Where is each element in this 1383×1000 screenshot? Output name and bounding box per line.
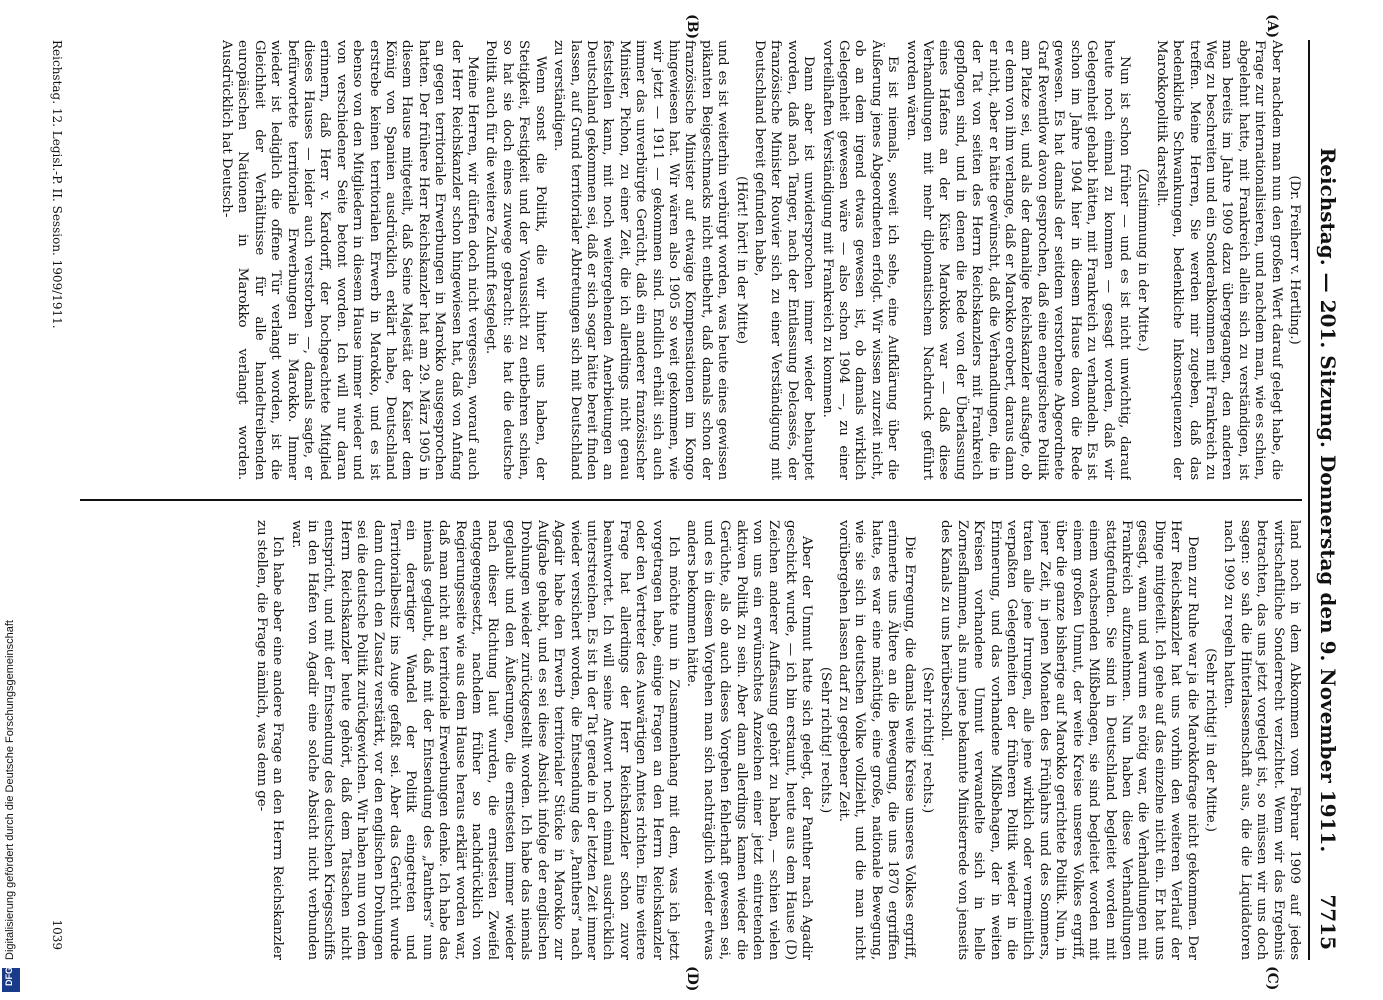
paragraph: Wenn sonst die Politik, die wir hinter uns haben, der Stetigkeit, Festigkeit und der Voraussicht zu entbehren schien, so hat sie doch eines zuwege gebracht: sie hat die deutsche Politik auch für die weitere Zukunft festgelegt. — [483, 40, 548, 480]
paragraph: und es ist weiterhin verbürgt worden, was heute eines gewissen pikanten Beigeschmacks nicht entbehrt, daß damals schon der französische Minister auf etwaige Kompensationen im Kongo hingewiesen hat. Wir wären also 1905 so weit gekommen, wie wir jetzt — 1911 — gekommen sind. Endlich erhält sich auch immer das unverbürgte Gerücht, daß ein anderer französischer Minister, Pichon, zu einer Zeit, die ich allerdings nicht genau feststellen kann, mit noch weitergehenden Anerbietungen an Deutschland gekommen sei, daß er sich sogar hätte bereit finden lassen, auf Grund territorialer Abtretungen sich mit Deutschland zu verständigen. — [551, 40, 731, 480]
paragraph: Ich habe aber eine andere Frage an den Herrn Reichskanzler zu stellen, die Frage nämlich, was denn ge- — [253, 520, 286, 960]
header-rule — [1308, 40, 1310, 960]
rotated-newspaper-page — [40, 14, 1340, 992]
footer-page-number: 1039 — [50, 919, 64, 950]
paragraph: Dann aber ist unwidersprochen immer wieder behauptet worden, daß nach Tanger, nach der Entlassung Delcassés, der französische Minister Rouvier sich zu einer Verständigung mit Deutschland bereit gefunden habe, — [752, 40, 817, 480]
left-column — [80, 40, 1302, 480]
margin-marker-b: (B) — [684, 14, 700, 40]
interjection: (Zustimmung in der Mitte.) — [1135, 168, 1151, 352]
footer-session-info: Reichstag. 12. Legisl.-P. II. Session. 1909/1911. — [50, 40, 64, 329]
paragraph: land noch in dem Abkommen vom Februar 1909 auf jedes wirtschaftliche Sonderrecht verzichtet. Wenn wir das Ergebnis betrachten, das uns jetzt vorgelegt ist, so müssen wir uns doch sagen: so sah die Hinterlassenschaft aus, die die Liquidatoren nach 1909 zu regeln hatten. — [1221, 520, 1302, 960]
dfg-logo-icon — [2, 968, 20, 992]
paragraph: Nun ist schon früher — und es ist nicht unwichtig, darauf heute noch einmal zu kommen — gesagt worden, daß wir Gelegenheit gehabt hätten, mit Frankreich zu verhandeln. Es ist schon im Jahre 1904 hier in diesem Hause davon die Rede gewesen. Es hat damals der seitdem verstorbene Abgeordnete Graf Reventlow davon gesprochen, daß eine energischere Politik am Platze sei, und als der damalige Reichskanzler aufsagte, ob er denn von ihm verlange, daß er Marokko erobert, daraus dann er nicht, aber er hätte gewünscht, daß die Verhandlungen, die in der Tat von seiten des Herrn Reichskanzlers mit Frankreich gepflogen sind, und in denen die Rede von der Überlassung eines Hafens an der Küste Marokkos war — daß diese Verhandlungen mit mehr diplomatischem Nachdruck geführt worden wären. — [903, 40, 1132, 480]
margin-marker-c: (C) — [1264, 966, 1280, 991]
paragraph: Meine Herren, wir dürfen doch nicht vergessen, worauf auch der Herr Reichskanzler schon hingewiesen hat, daß von Anfang an gegen territoriale Erwerbungen in Marokko ausgesprochen hatten. Der frühere Herr Reichskanzler hat am 29. März 1905 in diesem Hause mitgeteilt, daß Seine Majestät der Kaiser dem König von Spanien ausdrücklich erklärt habe, Deutschland erstrebe keinen territorialen Erwerb in Marokko, und es ist ebenso von den Mitgliedern in diesem Hause immer wieder und von verschiedener Seite betont worden. Ich will nur daran erinnern, daß Herr v. Kardorff, der hochgeachtete Mitglied dieses Hauses — leider auch verstorben —, damals sagte, er befürwortete territoriale Erwerbungen in Marokko. Immer wieder ist lediglich die offene Tür verlangt worden, ist die Gleichheit der Verhältnisse für alle handeltreibenden europäischen Nationen in Marokko verlangt worden. Ausdrücklich hat Deutsch- — [219, 40, 481, 480]
page-number: 7715 — [1316, 894, 1340, 950]
paragraph: Es ist niemals, soweit ich sehe, eine Aufklärung über die Äußerung jenes Abgeordneten erfolgt. Wir wissen zurzeit nicht, ob an dem irgend etwas gewesen ist, ob damals wirklich Gelegenheit gewesen wäre — also schon 1904 —, zu einer vorteilhaften Verständigung mit Frankreich zu kommen. — [819, 40, 901, 480]
interjection: (Hört! hört! in der Mitte) — [733, 175, 749, 345]
page-header — [1314, 40, 1340, 960]
credit-text: Digitalisierung gefördert durch die Deutsche Forschungsgemeinschaft — [4, 620, 16, 960]
margin-marker-a: (A) — [1264, 14, 1280, 39]
paragraph: Aber nachdem man nun den großen Wert darauf gelegt habe, die Frage zur internationalisieren, und nachdem man, wie es schien, abgelehnt hatte, mit Frankreich allein sich zu verständigen, ist man bereits im Jahre 1909 dazu übergegangen, den anderen Weg zu beschreiten und ein Sonderabkommen mit Frankreich zu treffen. Meine Herren, Sie werden mir zugeben, daß das bedenkliche Schwankungen, bedenkliche Inkonsequenzen der Marokkopolitik darstellt. — [1153, 40, 1284, 480]
digitization-credit — [2, 0, 22, 1000]
paragraph: Die Erregung, die damals weite Kreise unseres Volkes ergriff, erinnerte uns Ältere an die Bewegung, die uns 1870 ergriffen hatte, es war eine mächtige, eine große, nationale Bewegung, wie sie sich in deutschen Volke vollzieht, und die man nicht vorübergehen lassen darf zu gegebener Zeit. — [836, 520, 917, 960]
paragraph: Aber der Unmut hatte sich gelegt, der Panther nach Agadir geschickt wurde, — ich bin erstaunt, heute aus dem Hause (D) Zeichen anderer Auffassung gehört zu haben, — schien vielen von uns ein erwünschtes Anzeichen einer jetzt eintretenden aktiven Politik zu sein. Aber dann allerdings kamen wieder die Gerüchte, als ob auch dieses Vorgehen fehlerhaft gewesen sei, und es in diesem Vorgehen man sich nachträglich wieder etwas anders bekommen hätte. — [684, 520, 815, 960]
page-title: Reichstag. — 201. Sitzung. Donnerstag den 9. November 1911. — [1316, 147, 1340, 853]
margin-marker-d: (D) — [684, 966, 700, 992]
paragraph: Ich möchte nun in Zusammenhang mit dem, was ich jetzt vorgetragen habe, einige Fragen an den Herrn Reichskanzler oder den Vertreter des Auswärtigen Amtes richten. Eine weitere Frage hat allerdings der Herr Reichskanzler schon zuvor beantwortet. Ich will seine Antwort noch einmal ausdrücklich unterstreichen. Es ist in der Tat gerade in der letzten Zeit immer wieder versichert worden, die Entsendung des „Panthers“ nach Agadir habe den Erwerb territorialer Stücke in Marokko zur Aufgabe gehabt, und es sei diese Absicht infolge der englischen Drohungen wieder zurückgestellt worden. Ich habe das niemals geglaubt und den Äußerungen, die ernstesten immer wieder nach dieser Richtung laut wurden, die ernstesten Zweifel entgegengesetzt, nachdem früher so nachdrücklich von Regierungsseite wie aus dem Hause heraus erklärt worden war, daß man nicht an territoriale Erwerbungen denke. Ich habe das niemals geglaubt, daß mit der Entsendung des „Panthers“ nun ein derartiger Wandel der Politik eingetreten und Territorialbesitz ins Auge gefaßt sei. Aber das Gerücht wurde dann durch den Zusatz verstärkt, vor den englischen Drohungen sei die deutsche Politik zurückgewichen. Wir haben nun von dem Herrn Reichskanzler heute gehört, daß dem Tatsachen nicht entspricht, und mit der Entsendung des deutschen Kriegsschiffs in den Hafen von Agadir eine solche Absicht nicht verbunden war. — [288, 520, 681, 960]
logo-label: DFG — [4, 967, 14, 986]
right-column — [80, 520, 1302, 960]
speaker-line: (Dr. Freiherr v. Hertling.) — [1287, 175, 1302, 345]
paragraph: Denn zur Ruhe war ja die Marokkofrage nicht gekommen. Der Herr Reichskanzler hat uns vorhin den weiteren Verlauf der Dinge mitgeteilt. Ich gehe auf das einzelne nicht ein. Er hat uns gesagt, wann und warum es nötig war, die Verhandlungen mit Frankreich aufzunehmen. Nun haben diese Verhandlungen stattgefunden. Sie sind in Deutschland begleitet worden mit einem wachsenden Mißbehagen, sie sind begleitet worden mit einem großen Unmut, der weite Kreise unseres Volkes ergriff, über die ganze bisherige auf Marokko gerichtete Politik. Nun, in jener Zeit, in jenen Monaten des Frühjahrs und des Sommers, traten alle jene Irrungen, alle jene wirklich oder vermeintlich verpaßten Gelegenheiten der früheren Politik wieder in die Erinnerung, und das vorhandene Mißbehagen, der in weiten Kreisen vorhandene Unmut verwandelte sich in helle Zornesflammen, als nun jene bekannte Ministerrede von jenseits des Kanals zu uns herüberscholl. — [938, 520, 1200, 960]
interjection: (Sehr richtig! rechts.) — [920, 666, 936, 814]
column-divider — [80, 499, 1302, 501]
interjection: (Sehr richtig! rechts.) — [817, 666, 833, 814]
interjection: (Sehr richtig! in der Mitte.) — [1202, 648, 1218, 832]
